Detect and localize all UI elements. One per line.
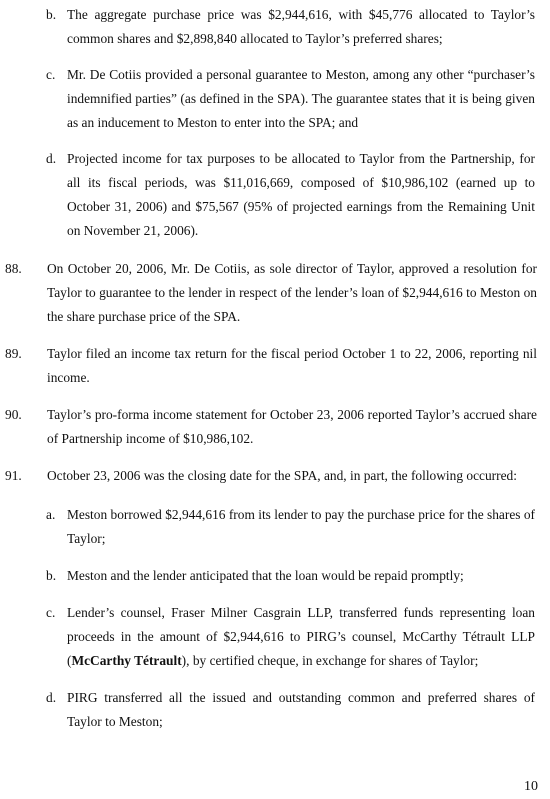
subparagraph-text: Lender’s counsel, Fraser Milner Casgrain LLP, transferred funds representing loan proceeds in the amount of $2,944,616 to PIRG’s counsel, McCarthy Tétrault LLP ( — [67, 605, 535, 668]
paragraph-number: 90. — [5, 407, 22, 422]
paragraph-number: 91. — [5, 468, 22, 483]
subparagraph-text: The aggregate purchase price was $2,944,616, with $45,776 allocated to Taylor’s common shares and $2,898,840 allocated to Taylor’s preferred shares; — [67, 7, 535, 46]
subparagraph-c — [46, 63, 535, 135]
page-number: 10 — [524, 779, 538, 794]
subparagraph-b — [46, 3, 535, 51]
paragraph-text: October 23, 2006 was the closing date for the SPA, and, in part, the following occurred: — [47, 468, 517, 483]
paragraph-90 — [5, 403, 537, 451]
paragraph-number: 88. — [5, 261, 22, 276]
bold-defined-term: McCarthy Tétrault — [71, 653, 182, 668]
paragraph-89 — [5, 342, 537, 390]
subparagraph-text-after: ), by certified cheque, in exchange for shares of Taylor; — [181, 653, 479, 668]
subparagraph-d — [46, 147, 535, 243]
subparagraph-marker: c. — [46, 67, 56, 82]
paragraph-text: Taylor’s pro-forma income statement for October 23, 2006 reported Taylor’s accrued share of Partnership income of $10,986,102. — [47, 407, 537, 446]
subparagraph-marker: b. — [46, 7, 57, 22]
subparagraph-text: PIRG transferred all the issued and outstanding common and preferred shares of Taylor to Meston; — [67, 690, 535, 729]
subparagraph-c — [46, 601, 535, 673]
paragraph-text: Taylor filed an income tax return for the fiscal period October 1 to 22, 2006, reporting nil income. — [47, 346, 537, 385]
subparagraph-a — [46, 503, 535, 551]
subparagraph-marker: d. — [46, 151, 57, 166]
paragraph-91 — [5, 464, 537, 488]
paragraph-88 — [5, 257, 537, 329]
subparagraph-marker: c. — [46, 605, 56, 620]
subparagraph-marker: d. — [46, 690, 57, 705]
subparagraph-d — [46, 686, 535, 734]
paragraph-text: On October 20, 2006, Mr. De Cotiis, as sole director of Taylor, approved a resolution for Taylor to guarantee to the lender in respect of the lender’s loan of $2,944,616 to Meston on the share purchase price of the SPA. — [47, 261, 537, 324]
subparagraph-marker: b. — [46, 568, 57, 583]
subparagraph-text: Meston borrowed $2,944,616 from its lender to pay the purchase price for the shares of Taylor; — [67, 507, 535, 546]
subparagraph-marker: a. — [46, 507, 56, 522]
subparagraph-text: Mr. De Cotiis provided a personal guarantee to Meston, among any other “purchaser’s indemnified parties” (as defined in the SPA). The guarantee states that it is being given as an inducement to Meston to enter into the SPA; and — [67, 67, 535, 130]
paragraph-number: 89. — [5, 346, 22, 361]
subparagraph-text: Projected income for tax purposes to be allocated to Taylor from the Partnership, for all its fiscal periods, was $11,016,669, composed of $10,986,102 (earned up to October 31, 2006) and $75,567 (95% of projected earnings from the Remaining Unit on November 21, 2006). — [67, 151, 535, 238]
subparagraph-b — [46, 564, 535, 588]
subparagraph-text: Meston and the lender anticipated that the loan would be repaid promptly; — [67, 568, 464, 583]
